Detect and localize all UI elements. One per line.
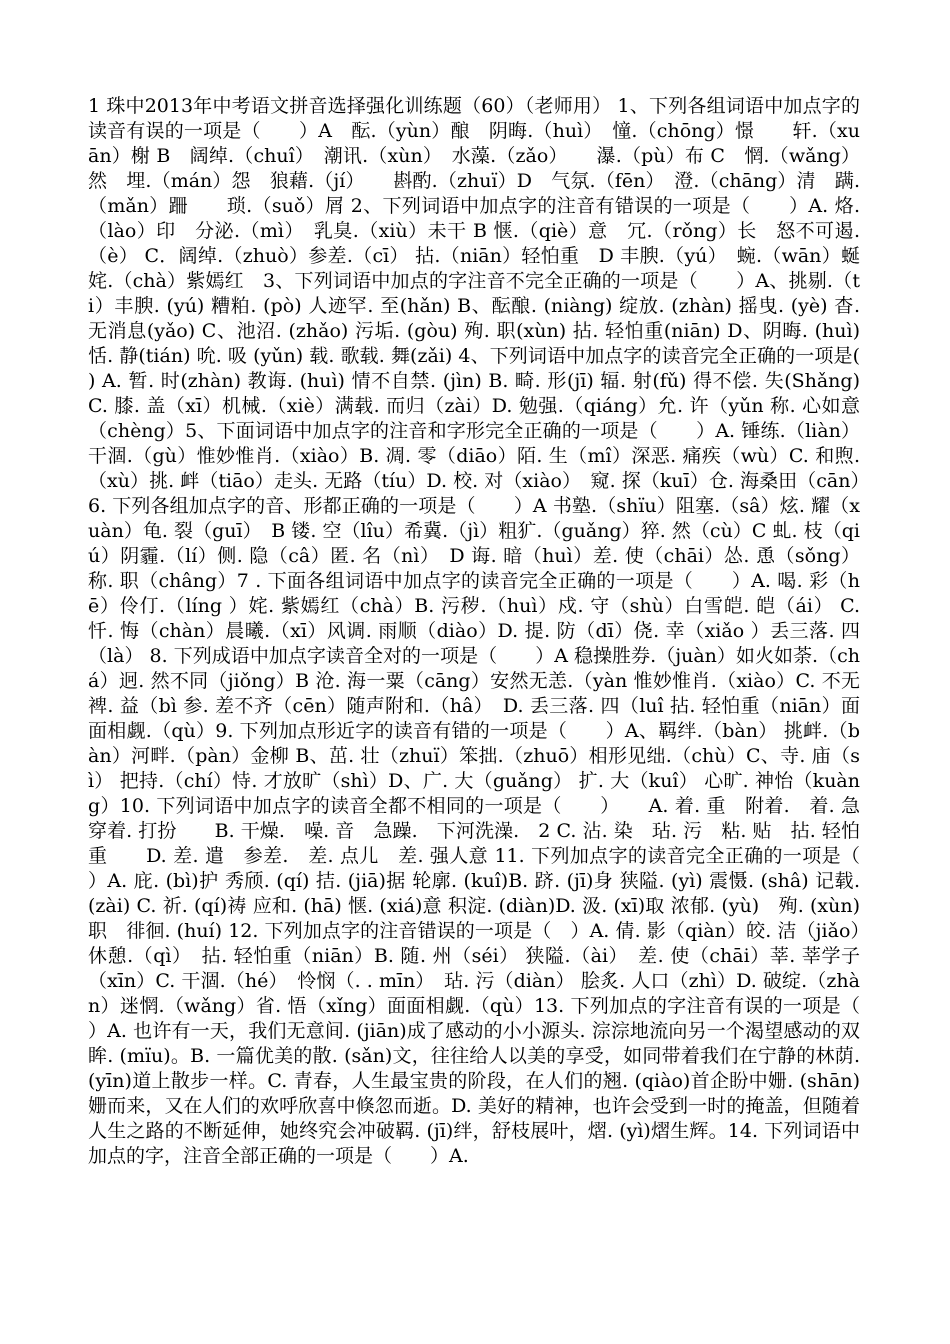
document-page bbox=[88, 94, 899, 1169]
document-body-text: 1 珠中2013年中考语文拼音选择强化训练题（60）（老师用） 1、下列各组词语中加点字的读音有误的一项是（ ）A 酝.（yùn）酿 阴晦.（huì） 憧.（chōng）憬 轩.（xuān）榭 B 阔绰.（chuî） 潮讯.（xùn） 水藻.（zǎo） 瀑.（pù）布 C 惘.（wǎng）然 埋.（mán）怨 狼藉.（jí） 斟酌.（zhuï）D 气氛.（fēn） 澄.（chāng）清 蹒.（mǎn）跚 琐.（suǒ）屑 2、下列词语中加点字的注音有错误的一项是（ ）A. 烙.（lào）印 分泌.（mì） 乳臭.（xiù）未干 B 惬.（qiè）意 冗.（rǒng）长 怒不可遏.（è） C．阔绰.（zhuò）参差.（cī） 拈.（niān）轻怕重 D 丰腴.（yú） 蜿.（wān）蜒 姹.（chà）紫嫣红 3、下列词语中加点的字注音不完全正确的一项是（ ）A、挑剔.（ti）丰腴. (yú) 糟粕. (pò) 人迹罕. 至(hǎn) B、酝酿. (niàng) 绽放. (zhàn) 摇曳. (yè) 杳. 无消息(yǎo) C、池沼. (zhǎo) 污垢. (gòu) 殉. 职(xùn) 拈. 轻怕重(niān) D、阴晦. (huì) 恬. 静(tián) 吮. 吸 (yǔn) 载. 歌载. 舞(zǎi) 4、下列词语中加点字的读音完全正确的一项是( ) A. 暂. 时(zhàn) 教诲. (huì) 情不自禁. (jìn) B. 畸. 形(jī) 辐. 射(fǔ) 得不偿. 失(Shǎng) C. 膝. 盖（xī）机械.（xiè）满载. 而归（zài）D. 勉强.（qiáng）允. 许（yǔn 称. 心如意（chèng）5、下面词语中加点字的注音和字形完全正确的一项是（ ）A. 锤练.（liàn）干涸.（gù）惟妙惟肖.（xiào）B. 凋. 零（diāo）陌. 生（mî）深恶. 痛疾（wù）C. 和煦.（xù）挑. 衅（tiāo）走头. 无路（tíu）D. 校. 对（xiào） 窥. 探（kuī）仓. 海桑田（cān）6. 下列各组加点字的音、形都正确的一项是（ ）A 书塾.（shïu）阻塞.（sâ）炫. 耀（xuàn）龟. 裂（guī） B 镂. 空（lîu）希冀.（jì）粗犷.（guǎng）猝. 然（cù）C 虬. 枝（qiú）阴霾.（lí）侧. 隐（câ）匿. 名（nì） D 诲. 暗（huì）差. 使（chāi）怂. 恿（sǒng）称. 职（châng）7 . 下面各组词语中加点字的读音完全正确的一项是（ ）A. 喝. 彩（hē）伶仃.（líng ）姹. 紫嫣红（chà）B. 污秽.（huì）戍. 守（shù）白雪皑. 皑（ái） C. 忏. 悔（chàn）晨曦.（xī）风调. 雨顺（diào）D. 提. 防（dī）侥. 幸（xiǎo ）丢三落. 四（là） 8. 下列成语中加点字读音全对的一项是（ ）A 稳操胜券.（juàn）如火如荼.（chá）迥. 然不同（jiǒng）B 沧. 海一粟（cāng）安然无恙.（yàn 惟妙惟肖.（xiào）C. 不无裨. 益（bì 参. 差不齐（cēn）随声附和.（hâ） D. 丢三落. 四（luî 拈. 轻怕重（niān）面面相觑.（qù）9. 下列加点形近字的读音有错的一项是（ ）A、羁绊.（bàn） 挑衅.（bàn）河畔.（pàn）金柳 B、茁. 壮（zhuï）笨拙.（zhuō）相形见绌.（chù）C、寺. 庙（sì） 把持.（chí）恃. 才放旷（shì）D、广. 大（guǎng） 扩. 大（kuî） 心旷. 神怡（kuàng）10. 下列词语中加点字的读音全都不相同的一项是（ ） A. 着. 重 附着. 着. 急 穿着. 打扮 B. 干燥. 噪. 音 急躁. 下河洗澡. 2 C. 沾. 染 玷. 污 粘. 贴 拈. 轻怕重 D. 差. 遣 参差. 差. 点儿 差. 强人意 11. 下列加点字的读音完全正确的一项是（ ）A. 庇. (bì)护 秀颀. (qí) 拮. (jiā)据 轮廓. (kuî)B. 跻. (jī)身 狭隘. (yì) 震慑. (shâ) 记载. (zài) C. 祈. (qí)祷 应和. (hā) 惬. (xiá)意 积淀. (diàn)D. 汲. (xī)取 浓郁. (yù) 殉. (xùn)职 徘徊. (huí) 12. 下列加点字的注音错误的一项是（ ）A. 倩. 影（qiàn）皎. 洁（jiǎo）休憩.（qì） 拈. 轻怕重（niān）B. 随. 州（séi） 狭隘.（ài） 差. 使（chāi）莘. 莘学子（xīn）C. 干涸.（hé） 怜悯（. . mīn） 玷. 污（diàn） 脍炙. 人口（zhì）D. 破绽.（zhàn）迷惘.（wǎng）省. 悟（xǐng）面面相觑.（qù）13. 下列加点的字注音有误的一项是（ ）A. 也许有一天，我们无意间. (jiān)成了感动的小小源头. 淙淙地流向另一个渴望感动的双眸. (mïu)。B. 一篇优美的散. (sǎn)文，往往给人以美的享受，如同带着我们在宁静的林荫. (yīn)道上散步一样。C. 青春，人生最宝贵的阶段，在人们的翘. (qiào)首企盼中姗. (shān)姗而来，又在人们的欢呼欣喜中倏忽而逝。D. 美好的精神，也许会受到一时的掩盖，但随着人生之路的不断延伸，她终究会冲破羁. (jī)绊，舒枝展叶，熠. (yì)熠生辉。14. 下列词语中加点的字，注音全部正确的一项是（ ）A. bbox=[88, 95, 899, 1167]
